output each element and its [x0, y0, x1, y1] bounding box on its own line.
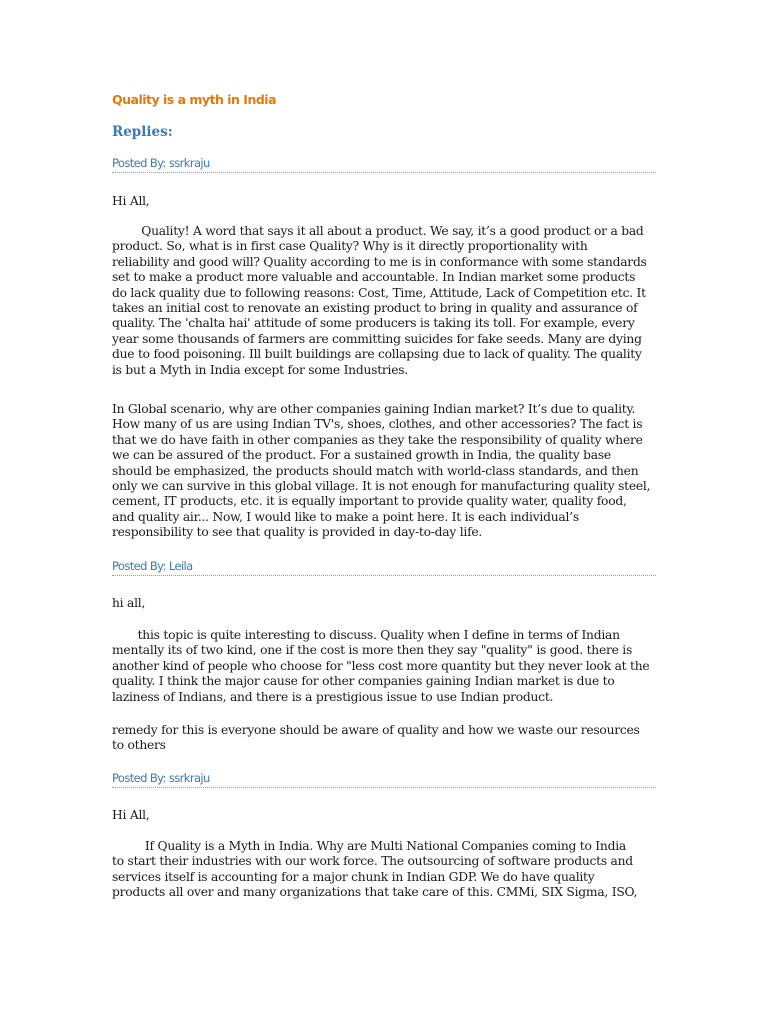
text-line: quality. I think the major cause for other companies gaining Indian market is due to: [112, 674, 615, 689]
text-line: this topic is quite interesting to discuss. Quality when I define in terms of Indian: [112, 628, 620, 642]
text-line: set to make a product more valuable and accountable. In Indian market some products: [112, 270, 636, 285]
text-line: If Quality is a Myth in India. Why are Multi National Companies coming to India: [112, 839, 626, 853]
text-line: do lack quality due to following reasons: Cost, Time, Attitude, Lack of Competition etc. It: [112, 285, 646, 300]
text-line: How many of us are using Indian TV's, shoes, clothes, and other accessories? The fact is: [112, 417, 643, 432]
text-line: responsibility to see that quality is provided in day-to-day life.: [112, 525, 483, 540]
post-header: Posted By: Leila: [112, 559, 656, 576]
post-greeting: Hi All,: [112, 194, 150, 208]
text-line: products all over and many organizations that take care of this. CMMi, SIX Sigma, ISO,: [112, 885, 638, 900]
text-line: remedy for this is everyone should be aware of quality and how we waste our resources: [112, 723, 640, 737]
text-line: and quality air... Now, I would like to make a point here. It is each individual’s: [112, 509, 579, 524]
text-line: to others: [112, 738, 166, 753]
text-line: year some thousands of farmers are committing suicides for fake seeds. Many are dying: [112, 331, 642, 346]
post-paragraph: [112, 839, 656, 901]
text-line: to start their industries with our work force. The outsourcing of software products and: [112, 854, 633, 869]
post-header: Posted By: ssrkraju: [112, 156, 656, 173]
post-paragraph: [112, 723, 656, 754]
post-greeting: hi all,: [112, 596, 146, 610]
text-line: another kind of people who choose for "less cost more quantity but they never look at the: [112, 658, 650, 673]
text-line: is but a Myth in India except for some Industries.: [112, 362, 408, 377]
text-line: In Global scenario, why are other companies gaining Indian market? It’s due to quality.: [112, 402, 636, 416]
post-greeting: Hi All,: [112, 808, 150, 822]
page-title: Quality is a myth in India: [112, 92, 277, 107]
text-line: that we do have faith in other companies as they take the responsibility of quality where: [112, 432, 643, 447]
text-line: reliability and good will? Quality according to me is in conformance with some standards: [112, 254, 647, 269]
text-line: should be emphasized, the products should match with world-class standards, and then: [112, 463, 639, 478]
post-header: Posted By: ssrkraju: [112, 771, 656, 788]
text-line: mentally its of two kind, one if the cost is more then they say "quality" is good. there is: [112, 643, 633, 658]
text-line: Quality! A word that says it all about a product. We say, it’s a good product or a bad: [112, 224, 644, 238]
text-line: quality. The 'chalta hai' attitude of some producers is taking its toll. For example, every: [112, 316, 635, 331]
text-line: product. So, what is in first case Quality? Why is it directly proportionality with: [112, 239, 588, 254]
text-line: we can be assured of the product. For a sustained growth in India, the quality base: [112, 448, 611, 463]
text-line: takes an initial cost to renovate an existing product to bring in quality and assurance of: [112, 300, 638, 315]
text-line: laziness of Indians, and there is a prestigious issue to use Indian product.: [112, 689, 554, 704]
post-paragraph: [112, 402, 656, 541]
post-paragraph: [112, 628, 656, 705]
text-line: only we can survive in this global village. It is not enough for manufacturing quality steel,: [112, 478, 651, 493]
text-line: cement, IT products, etc. it is equally important to provide quality water, quality food,: [112, 494, 627, 509]
text-line: services itself is accounting for a major chunk in Indian GDP. We do have quality: [112, 869, 595, 884]
replies-heading: Replies:: [112, 124, 173, 140]
text-line: due to food poisoning. Ill built buildings are collapsing due to lack of quality. The quality: [112, 347, 642, 362]
post-paragraph: [112, 224, 656, 378]
